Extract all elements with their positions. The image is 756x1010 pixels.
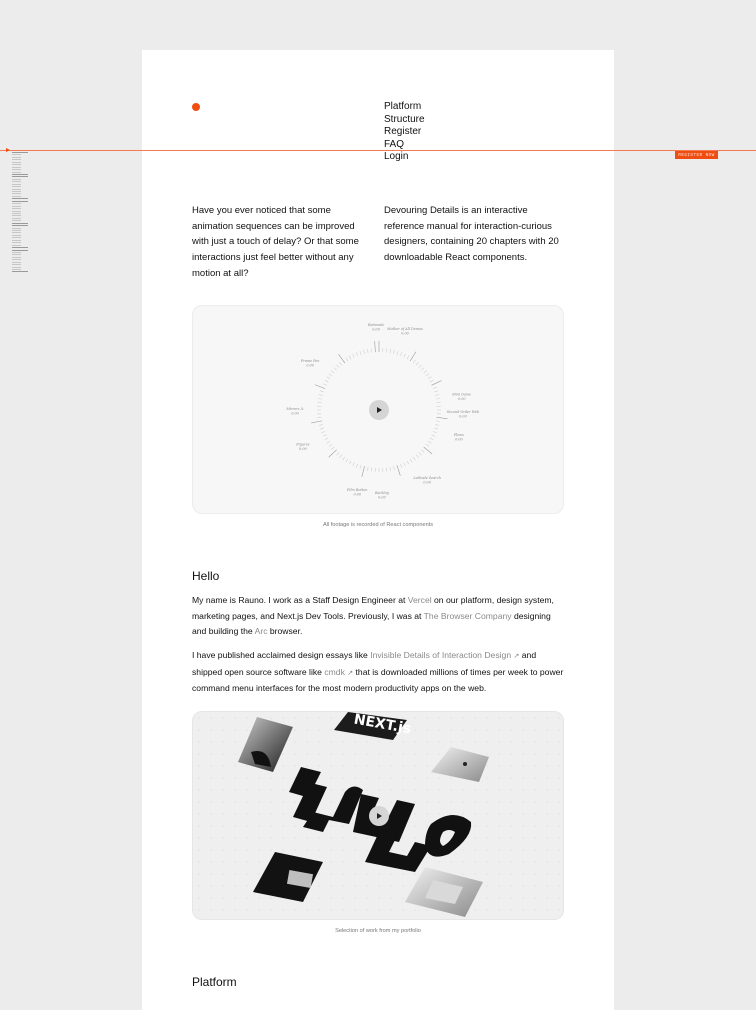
ruler-tick [12, 159, 21, 160]
dial-tick [404, 462, 406, 466]
dial-chapter-label: Mother of All Demos 0:00 [386, 327, 423, 336]
dial-tick [318, 398, 322, 399]
bio-text: that is downloaded millions of times per week to power command menu interfaces for the most modern productivity apps on the web. [192, 667, 563, 694]
dial-tick [419, 452, 422, 455]
dial-tick [353, 354, 355, 358]
dial-tick [334, 368, 337, 371]
ruler-tick [12, 213, 21, 214]
dial-tick [371, 468, 372, 472]
dial-tick [317, 417, 321, 418]
nav-item-faq[interactable]: FAQ [384, 139, 425, 152]
play-button[interactable] [369, 400, 389, 420]
dial-chapter-label: Latitude Search 0:00 [412, 476, 441, 485]
dial-tick [397, 351, 398, 355]
dial-tick [325, 438, 329, 440]
bio-paragraph-2 [192, 648, 564, 697]
play-icon [375, 812, 383, 820]
dial-tick [323, 384, 327, 386]
dial-tick [424, 370, 427, 373]
invisible-details-link[interactable]: Invisible Details of Interaction Design [370, 650, 511, 660]
ruler-tick [12, 215, 21, 216]
ruler-tick [12, 176, 28, 177]
dial-chapter-label: Flows 0:00 [453, 433, 464, 442]
portfolio-video[interactable] [192, 711, 564, 920]
dial-tick [321, 431, 325, 432]
dial-tick [367, 349, 368, 353]
dial-tick [311, 421, 322, 423]
cmdk-link[interactable]: cmdk [324, 667, 345, 677]
dial-chapter-label: Mini Game 0:00 [451, 392, 471, 401]
dial-tick [424, 447, 432, 454]
ruler-tick [12, 203, 21, 204]
logo-dot[interactable] [192, 103, 200, 111]
ruler-tick [12, 191, 21, 192]
dial-tick [329, 374, 332, 376]
dial-tick [371, 348, 372, 352]
scroll-ruler[interactable] [12, 152, 30, 274]
ruler-tick [12, 254, 21, 255]
dial-tick [349, 461, 351, 465]
dial-tick [428, 441, 431, 443]
dial-tick [319, 395, 323, 396]
dial-tick [353, 462, 355, 466]
ruler-tick [12, 164, 21, 165]
dial-tick [426, 444, 429, 446]
external-link-icon: ↗ [514, 653, 520, 660]
dial-tick [362, 466, 365, 477]
dial-tick [421, 450, 424, 453]
intro-left-text: Have you ever noticed that some animation sequences can be improved with just a touch of delay? Or that some interactions just feel better without any motion at all? [192, 203, 372, 282]
ruler-tick [12, 167, 21, 168]
ruler-tick [12, 223, 28, 224]
dial-tick [315, 385, 325, 389]
dial-tick [367, 467, 368, 471]
dial-tick [331, 447, 334, 450]
dial-tick [356, 464, 357, 468]
dial-chapter-label: Rationale 0:00 [367, 323, 384, 332]
dial-tick [346, 459, 348, 462]
nav-item-login[interactable]: Login [384, 151, 425, 164]
ruler-tick [12, 206, 21, 207]
dial-tick [356, 352, 357, 356]
hello-heading: Hello [192, 569, 219, 583]
progress-guide-line [0, 150, 756, 151]
dial-tick [337, 365, 340, 368]
dial-tick [431, 381, 441, 386]
ruler-tick [12, 247, 28, 248]
bio-text: I have published acclaimed design essays like [192, 650, 370, 660]
dial-tick [327, 377, 330, 379]
dial-tick [393, 466, 394, 470]
play-button[interactable] [369, 806, 389, 826]
bio-text: browser. [268, 626, 303, 636]
dial-tick [343, 457, 345, 460]
dial-tick [434, 428, 438, 429]
chapter-dial-video[interactable] [192, 305, 564, 514]
nav-item-register[interactable]: Register [384, 126, 425, 139]
ruler-tick [12, 262, 21, 263]
register-now-button[interactable]: REGISTER NOW [675, 151, 718, 159]
dial-tick [434, 391, 438, 392]
dial-tick [435, 424, 439, 425]
ruler-tick [12, 174, 28, 175]
dial-tick [436, 421, 440, 422]
dial-tick [317, 402, 321, 403]
ruler-tick [12, 228, 21, 229]
bio-text: on our platform, design system, marketing pages, and Next.js Dev Tools. Previously, I was at [192, 595, 554, 621]
dial-tick [421, 368, 424, 371]
external-link-icon: ↗ [347, 670, 353, 677]
ruler-tick [12, 237, 21, 238]
ruler-tick [12, 242, 21, 243]
dial-tick [386, 348, 387, 352]
ruler-tick [12, 162, 21, 163]
ruler-tick [12, 196, 21, 197]
artwork-next-text: NEXT.js [353, 712, 413, 737]
ruler-tick [12, 264, 21, 265]
dial-tick [323, 435, 327, 437]
dial-tick [337, 452, 340, 455]
dial-tick [331, 370, 334, 373]
ruler-tick [12, 172, 21, 173]
ruler-tick [12, 232, 21, 233]
dial-tick [349, 356, 351, 360]
nav-item-platform[interactable]: Platform [384, 101, 425, 114]
arc-link[interactable]: Arc [255, 626, 268, 636]
bio-text: designing and building the [192, 611, 551, 637]
ruler-tick [12, 181, 21, 182]
dial-tick [397, 465, 400, 475]
dial-tick [437, 417, 448, 418]
dial-tick [430, 380, 434, 382]
ruler-tick [12, 225, 28, 226]
ruler-tick [12, 189, 21, 190]
dial-tick [319, 424, 323, 425]
ruler-tick [12, 252, 21, 253]
browser-company-link[interactable]: The Browser Company [424, 611, 512, 621]
ruler-tick [12, 179, 21, 180]
bio-paragraph-1 [192, 593, 564, 640]
dial-tick [413, 457, 415, 460]
dial-tick [433, 387, 437, 388]
ruler-tick [12, 240, 21, 241]
dial-tick [436, 398, 440, 399]
dial-tick [390, 349, 391, 353]
intro-right-text: Devouring Details is an interactive reference manual for interaction-curious designers, containing 20 chapters with 20 downloadable React components. [384, 203, 562, 266]
dial-tick [320, 391, 324, 392]
ruler-tick [12, 154, 21, 155]
dial-tick [346, 358, 348, 361]
dial-tick [393, 350, 394, 354]
dial-tick [416, 455, 419, 458]
dial-tick [339, 362, 342, 365]
ruler-tick [12, 218, 21, 219]
dial-tick [386, 468, 387, 472]
dial-tick [400, 352, 401, 356]
dial-chapter-label: Film Button 0:00 [346, 488, 367, 497]
ruler-tick [12, 201, 28, 202]
ruler-tick [12, 220, 21, 221]
dial-tick [430, 438, 434, 440]
dial-tick [339, 455, 342, 458]
dial-tick [410, 459, 412, 462]
ruler-tick [12, 259, 21, 260]
dial-tick [407, 356, 409, 360]
dial-tick [428, 377, 431, 379]
ruler-tick [12, 271, 28, 272]
bio-text: My name is Rauno. I work as a Staff Design Engineer at [192, 595, 408, 605]
ruler-tick [12, 208, 21, 209]
dial-tick [419, 365, 422, 368]
dial-tick [416, 362, 419, 365]
dial-chapter-label: Second-Order Web 0:00 [447, 410, 479, 419]
ruler-tick [12, 184, 21, 185]
ruler-tick [12, 269, 21, 270]
dial-tick [364, 350, 365, 354]
dial-tick [327, 441, 330, 443]
dial-tick [325, 380, 329, 382]
dial-tick [390, 467, 391, 471]
platform-heading: Platform [192, 975, 237, 989]
dial-tick [375, 341, 376, 352]
ruler-tick [12, 193, 21, 194]
ruler-tick [12, 152, 28, 153]
ruler-tick [12, 267, 21, 268]
ruler-tick [12, 157, 21, 158]
dial-tick [329, 450, 337, 458]
bio-text: and shipped open source software like [192, 650, 536, 677]
dial-chapter-label: Backlog 0:00 [374, 491, 390, 500]
dial-tick [437, 402, 441, 403]
dial-tick [360, 465, 361, 469]
video1-caption: All footage is recorded of React components [192, 522, 564, 528]
ruler-tick [12, 230, 21, 231]
scroll-marker-icon [6, 148, 10, 152]
dial-chapter-label: Mirrors & 0:00 [285, 407, 303, 416]
dial-tick [400, 464, 401, 468]
ruler-tick [12, 198, 28, 199]
dial-tick [320, 428, 324, 429]
dial-tick [435, 395, 439, 396]
video2-caption: Selection of work from my portfolio [192, 928, 564, 934]
dial-tick [329, 444, 332, 446]
ruler-tick [12, 257, 21, 258]
dial-chapter-label: Frame Pen 0:00 [300, 359, 320, 368]
ruler-tick [12, 186, 21, 187]
ruler-tick [12, 211, 21, 212]
ruler-tick [12, 169, 21, 170]
dial-tick [431, 435, 435, 437]
dial-tick [404, 354, 406, 358]
dial-tick [410, 352, 416, 361]
dial-tick [407, 461, 409, 465]
top-nav [384, 101, 425, 164]
ruler-tick [12, 235, 21, 236]
vercel-link[interactable]: Vercel [408, 595, 432, 605]
ruler-tick [12, 250, 28, 251]
nav-item-structure[interactable]: Structure [384, 114, 425, 127]
dial-tick [426, 374, 429, 376]
dial-tick [360, 351, 361, 355]
dial-chapter-label: Figures 0:00 [295, 442, 309, 451]
dial-tick [433, 431, 437, 432]
dial-tick [413, 360, 415, 363]
ruler-tick [12, 245, 21, 246]
play-icon [375, 406, 383, 414]
dial-tick [338, 354, 344, 363]
